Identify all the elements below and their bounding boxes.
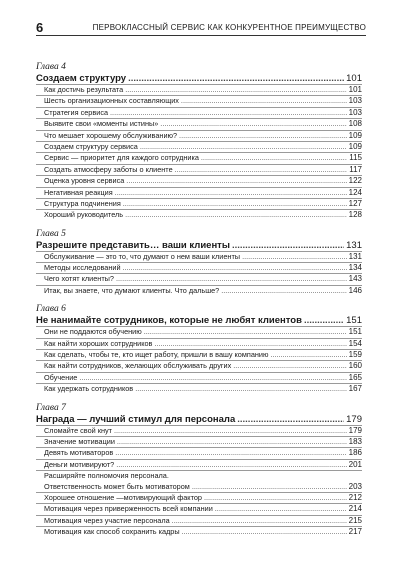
table-of-contents: [36, 62, 362, 546]
toc-entry-page-number: 186: [348, 448, 362, 458]
dot-leader: [79, 373, 346, 383]
chapter-label: Глава 5: [36, 228, 66, 239]
dot-leader: [304, 315, 344, 326]
toc-entry[interactable]: [36, 436, 362, 447]
toc-entry-title: Мотивация через участие персонала: [44, 515, 170, 525]
dot-leader: [242, 252, 347, 262]
toc-entry-title: Итак, вы знаете, что думают клиенты. Что дальше?: [44, 285, 220, 295]
dot-leader: [123, 199, 347, 209]
toc-entry-page-number: 115: [349, 153, 362, 163]
dot-leader: [175, 165, 348, 175]
toc-entry-title: Мотивация через приверженность всей компании: [44, 504, 213, 514]
toc-entry-page-number: 167: [348, 384, 362, 394]
toc-entry-title: Сервис — приоритет для каждого сотрудника: [44, 153, 199, 163]
running-head: ПЕРВОКЛАССНЫЙ СЕРВИС КАК КОНКУРЕНТНОЕ ПРЕИМУЩЕСТВО: [92, 23, 366, 32]
dot-leader: [125, 210, 347, 220]
dot-leader: [172, 516, 347, 526]
chapter-title: Не нанимайте сотрудников, которые не любят клиентов: [36, 315, 302, 327]
toc-entry-title: Как удержать сотрудников: [44, 384, 134, 394]
chapter-label: Глава 7: [36, 402, 66, 413]
dot-leader: [114, 426, 347, 436]
toc-entry[interactable]: [36, 187, 362, 198]
toc-entry-page-number: 146: [348, 285, 362, 295]
toc-entry-page-number: 122: [348, 176, 362, 186]
toc-entry-title: Выявите свои «моменты истины»: [44, 119, 159, 129]
chapter-label: Глава 6: [36, 304, 66, 315]
toc-entry-page-number: 127: [348, 198, 362, 208]
toc-entry[interactable]: [36, 372, 362, 383]
toc-entry-page-number: 217: [348, 527, 362, 537]
toc-entry-title: Девять мотиваторов: [44, 448, 114, 458]
toc-entry-title: Обслуживание — это то, что думают о нем ваши клиенты: [44, 251, 241, 261]
toc-entry[interactable]: [36, 338, 362, 349]
chapter-page-number: 151: [346, 315, 362, 327]
toc-entry-title: Стратегия сервиса: [44, 107, 109, 117]
toc-entry-title: Структура подчинения: [44, 198, 121, 208]
toc-entry-title: Значение мотивации: [44, 436, 115, 446]
toc-entry-page-number: 103: [348, 96, 362, 106]
toc-entry-page-number: 128: [348, 210, 362, 220]
toc-entry[interactable]: [36, 459, 362, 470]
toc-entry[interactable]: [36, 285, 362, 296]
dot-leader: [125, 85, 346, 95]
toc-entry-page-number: 201: [348, 459, 362, 469]
toc-entry-page-number: 215: [348, 515, 362, 525]
toc-entry-page-number: 203: [348, 481, 362, 491]
chapter-title: Награда — лучший стимул для персонала: [36, 413, 236, 425]
dot-leader: [117, 437, 347, 447]
dot-leader: [140, 142, 347, 152]
dot-leader: [110, 108, 347, 118]
toc-entry[interactable]: [36, 84, 362, 95]
toc-entry-title: Расширяйте полномочия персонала.: [44, 471, 169, 481]
toc-entry[interactable]: [36, 262, 362, 273]
toc-entry-title: Сломайте свой кнут: [44, 425, 112, 435]
chapter-block: [36, 229, 362, 297]
dot-leader: [270, 350, 346, 360]
toc-entry-page-number: 214: [348, 504, 362, 514]
toc-entry[interactable]: [36, 326, 362, 337]
toc-entry-page-number: 160: [348, 361, 362, 371]
toc-entry-page-number: 179: [348, 425, 362, 435]
toc-entry-page-number: 212: [348, 492, 362, 502]
dot-leader: [179, 131, 347, 141]
toc-entry[interactable]: [36, 360, 362, 371]
toc-entry-title: Создать атмосферу заботы о клиенте: [44, 164, 173, 174]
toc-entry-page-number: 183: [348, 436, 362, 446]
dot-leader: [123, 263, 347, 273]
dot-leader: [237, 414, 344, 425]
toc-entry-title: Деньги мотивируют?: [44, 459, 115, 469]
toc-entry[interactable]: [36, 273, 362, 284]
toc-entry-page-number: 143: [348, 274, 362, 284]
dot-leader: [154, 339, 346, 349]
toc-entry[interactable]: [36, 107, 362, 118]
toc-entry-title: Хорошее отношение —мотивирующий фактор: [44, 492, 202, 502]
toc-entry-title: Обучение: [44, 372, 78, 382]
toc-entry-page-number: 117: [349, 164, 362, 174]
toc-entry[interactable]: [36, 118, 362, 129]
chapter-title-row[interactable]: [36, 315, 362, 326]
toc-entry-page-number: 131: [348, 251, 362, 261]
toc-entry-page-number: 109: [348, 130, 362, 140]
toc-entry[interactable]: [36, 349, 362, 360]
dot-leader: [115, 188, 347, 198]
toc-entry-title: Оценка уровня сервиса: [44, 176, 125, 186]
dot-leader: [192, 482, 347, 492]
toc-entry-page-number: 109: [348, 141, 362, 151]
dot-leader: [116, 274, 347, 284]
dot-leader: [182, 527, 347, 537]
toc-entry-title: Они не поддаются обучению: [44, 327, 142, 337]
toc-entry-title-continued: Ответственность может быть мотиватором: [44, 481, 190, 491]
dot-leader: [221, 286, 346, 296]
dot-leader: [126, 176, 346, 186]
toc-entry[interactable]: [36, 95, 362, 106]
toc-entry-title: Как достичь результата: [44, 85, 124, 94]
toc-entry-page-number: 124: [348, 187, 362, 197]
dot-leader: [181, 96, 347, 106]
toc-entry-title: Что мешает хорошему обслуживанию?: [44, 130, 178, 140]
dot-leader: [115, 448, 346, 458]
chapter-page-number: 179: [346, 413, 362, 425]
toc-entry[interactable]: [36, 515, 362, 526]
toc-entry-title: Чего хотят клиенты?: [44, 274, 114, 284]
toc-entry-page-number: 108: [348, 119, 362, 129]
chapter-block: [36, 304, 362, 394]
chapter-page-number: 131: [346, 239, 362, 251]
dot-leader: [144, 327, 347, 337]
dot-leader: [116, 460, 346, 470]
toc-entry-title: Как найти сотрудников, желающих обслуживать других: [44, 361, 232, 371]
dot-leader: [135, 384, 346, 394]
toc-entry-title: Шесть организационных составляющих: [44, 96, 179, 106]
chapter-page-number: 101: [346, 73, 362, 84]
dot-leader: [128, 73, 344, 84]
toc-entry[interactable]: [36, 141, 362, 152]
toc-entry-title: Хороший руководитель: [44, 210, 124, 220]
dot-leader: [232, 240, 344, 251]
toc-entry[interactable]: [36, 152, 362, 163]
chapter-block: [36, 403, 362, 538]
toc-entry-title: Негативная реакция: [44, 187, 113, 197]
toc-entry[interactable]: [36, 175, 362, 186]
dot-leader: [215, 504, 347, 514]
chapter-title: Создаем структуру: [36, 73, 127, 84]
toc-entry-page-number: 103: [348, 107, 362, 117]
toc-entry[interactable]: [36, 470, 362, 492]
chapter-title-row[interactable]: [36, 73, 362, 84]
toc-entry[interactable]: [36, 526, 362, 537]
toc-entry[interactable]: [36, 503, 362, 514]
toc-entry-title: Создаем структуру сервиса: [44, 141, 138, 151]
chapter-title-row[interactable]: [36, 414, 362, 425]
dot-leader: [204, 493, 347, 503]
toc-entry-page-number: 151: [348, 327, 362, 337]
page-number: 6: [36, 20, 44, 35]
toc-entry[interactable]: [36, 164, 362, 175]
toc-entry[interactable]: [36, 447, 362, 458]
toc-entry-title: Методы исследований: [44, 263, 121, 273]
dot-leader: [201, 153, 347, 163]
toc-entry-title: Мотивация как способ сохранить кадры: [44, 527, 180, 537]
toc-entry[interactable]: [36, 251, 362, 262]
toc-entry[interactable]: [36, 492, 362, 503]
toc-entry[interactable]: [36, 383, 362, 394]
chapter-block: [36, 62, 362, 221]
dot-leader: [160, 119, 346, 129]
toc-entry[interactable]: [36, 425, 362, 436]
toc-entry-page-number: 159: [348, 350, 362, 360]
chapter-title-row[interactable]: [36, 240, 362, 251]
toc-entry-title: Как найти хороших сотрудников: [44, 338, 153, 348]
toc-entry[interactable]: [36, 130, 362, 141]
chapter-label: Глава 4: [36, 62, 66, 72]
toc-entry-page-number: 165: [348, 372, 362, 382]
header-rule: [36, 35, 366, 36]
toc-entry-page-number: 154: [348, 338, 362, 348]
toc-entry-page-number: 101: [348, 85, 362, 94]
toc-entry[interactable]: [36, 209, 362, 220]
toc-entry-page-number: 134: [348, 263, 362, 273]
toc-entry-title: Как сделать, чтобы те, кто ищет работу, пришли в вашу компанию: [44, 350, 269, 360]
chapter-title: Разрешите представить… ваши клиенты: [36, 239, 230, 251]
toc-entry[interactable]: [36, 198, 362, 209]
dot-leader: [233, 361, 346, 371]
